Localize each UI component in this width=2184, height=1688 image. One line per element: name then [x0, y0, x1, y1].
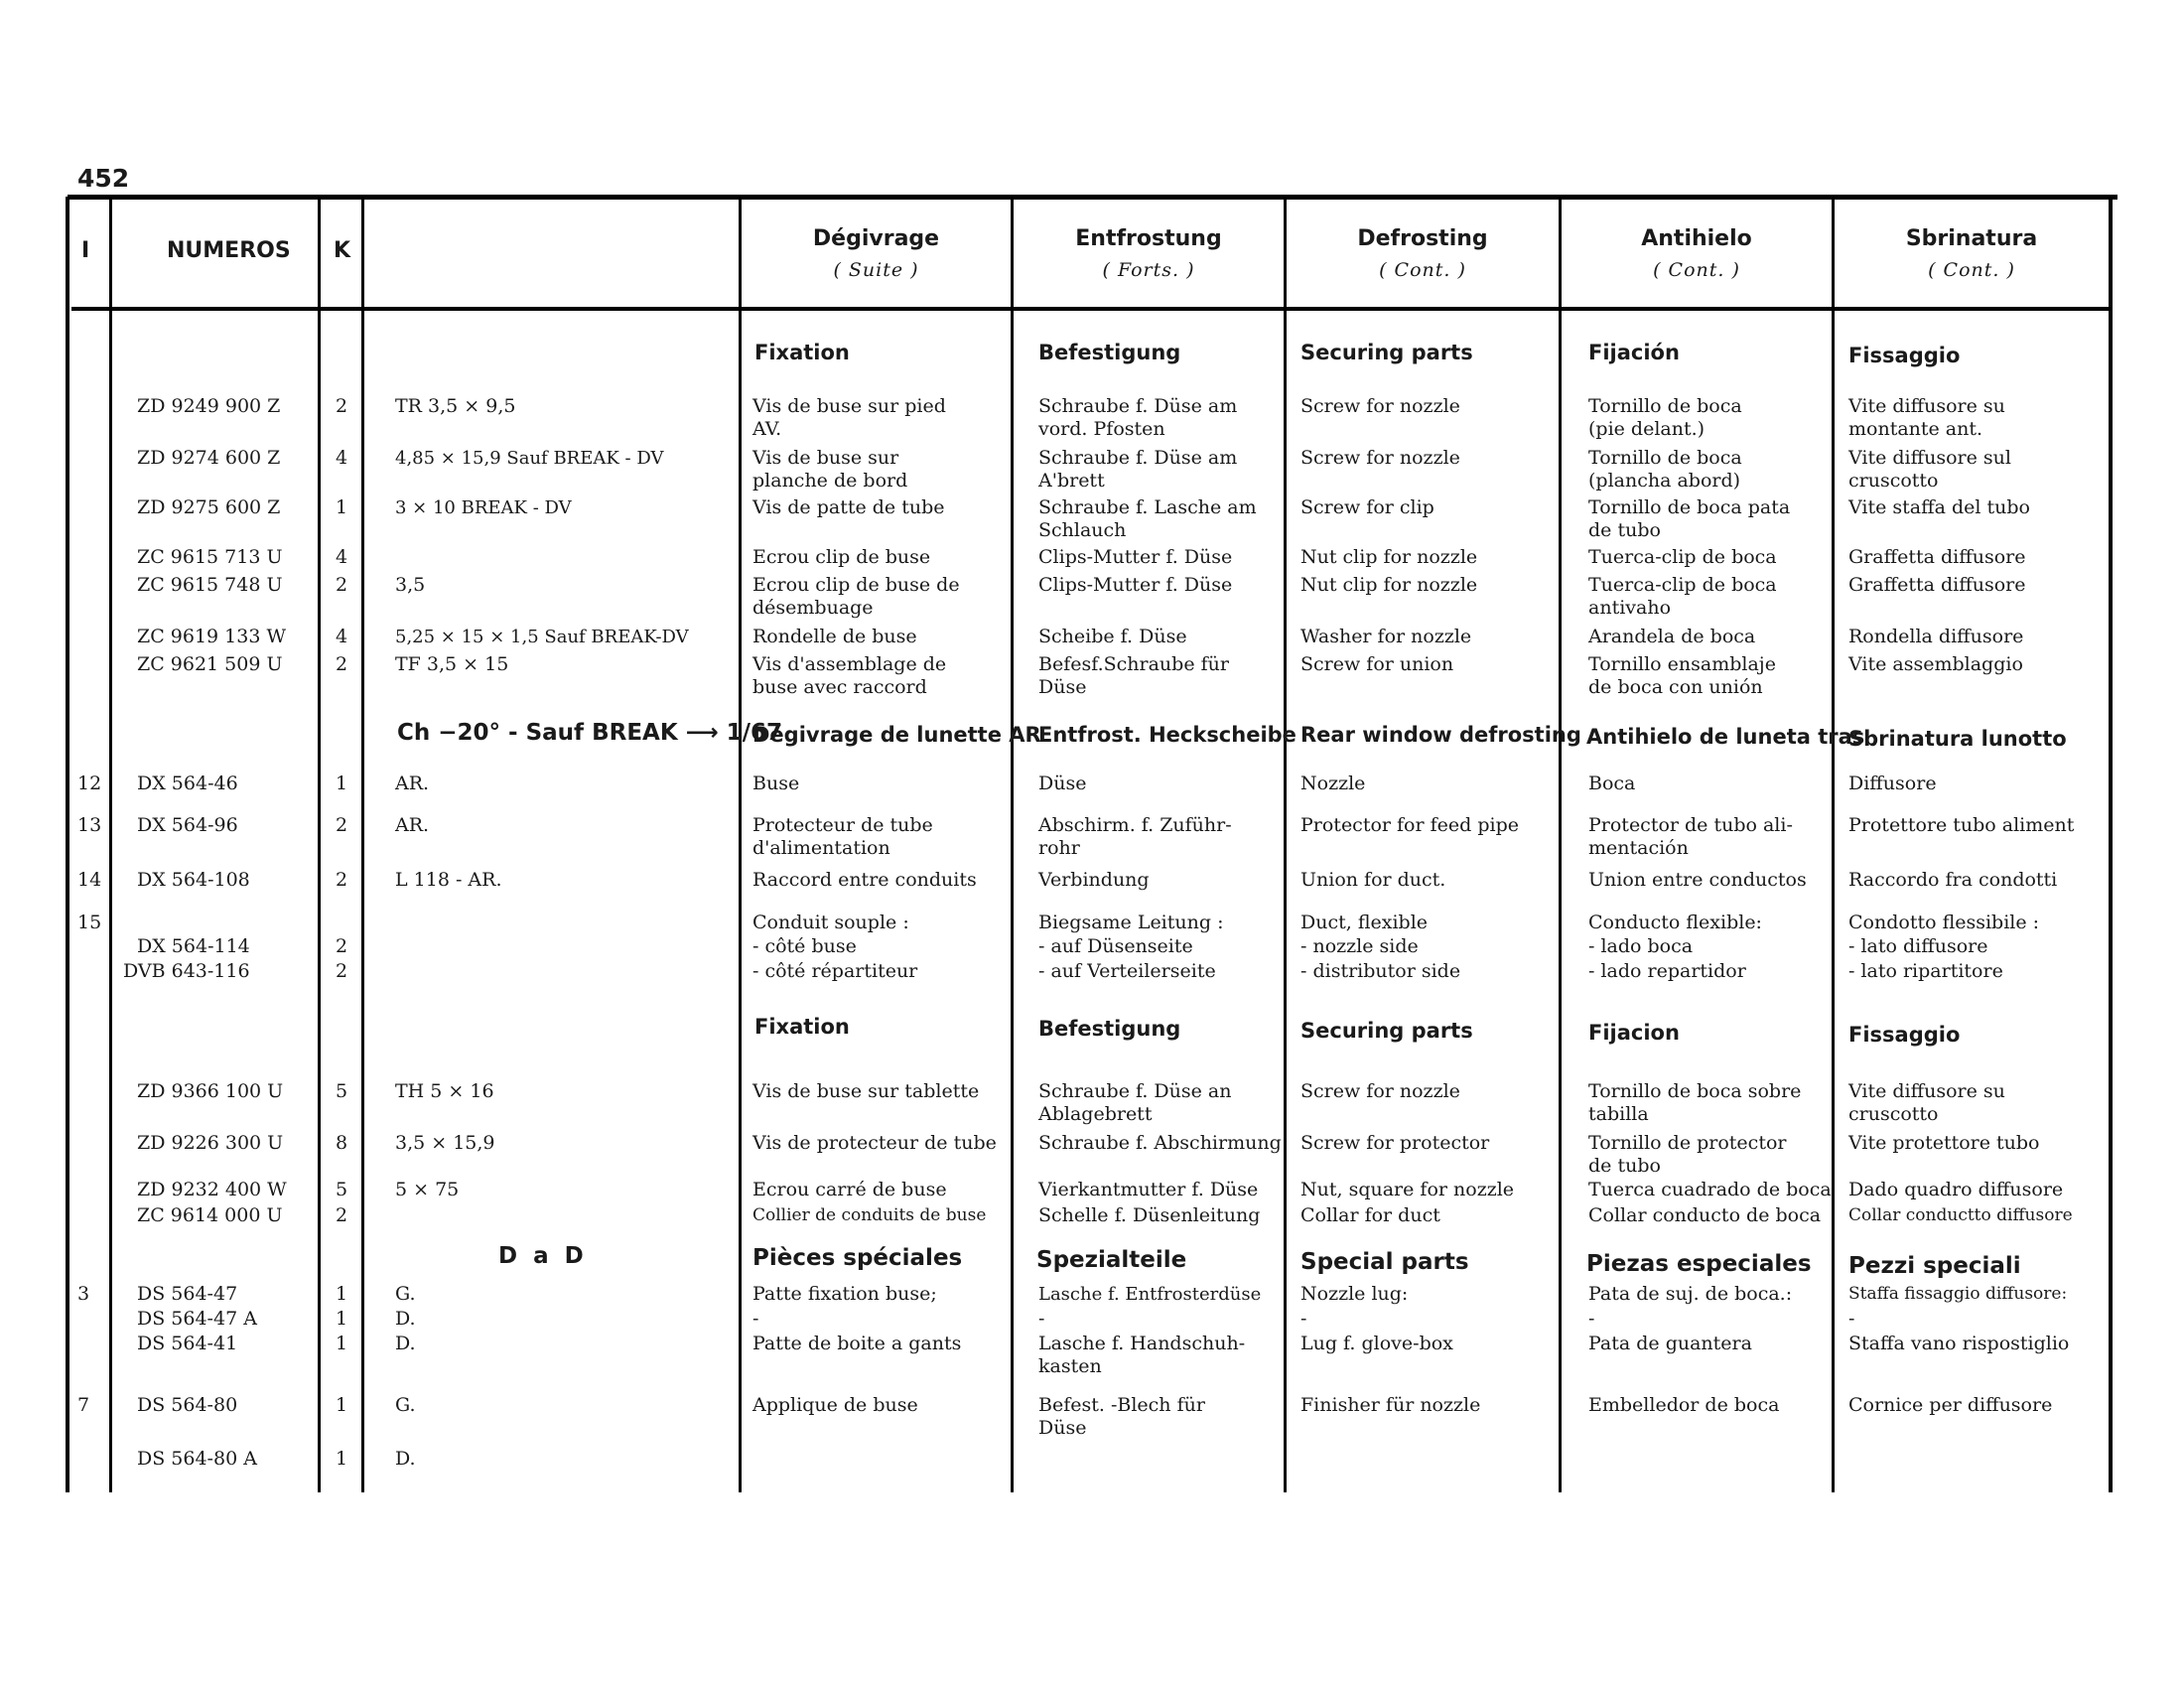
section-fixation-de: Befestigung: [1038, 341, 1181, 364]
row-4-k: 2: [336, 574, 348, 596]
header-it-title: Sbrinatura: [1905, 226, 2038, 251]
row-16-fr: Collier de conduits de buse: [752, 1205, 987, 1225]
header-en-sub: ( Cont. ): [1379, 259, 1466, 281]
row-12-es: - lado repartidor: [1588, 960, 1746, 982]
row-13-fr: Vis de buse sur tablette: [752, 1080, 980, 1102]
row-3-es: Tuerca-clip de boca: [1588, 546, 1777, 568]
row-17-fr: Patte fixation buse;: [752, 1283, 937, 1305]
row-20-spec: G.: [395, 1394, 416, 1416]
row-0-de: Schraube f. Düse am vord. Pfosten: [1038, 395, 1238, 440]
row-8-fr: Protecteur de tube d'alimentation: [752, 814, 933, 859]
row-18-spec: D.: [395, 1308, 416, 1330]
row-11-k: 2: [336, 935, 348, 957]
row-13-it: Vite diffusore su cruscotto: [1848, 1080, 2005, 1125]
row-10-de: Biegsame Leitung :: [1038, 912, 1224, 933]
row-14-en: Screw for protector: [1300, 1132, 1490, 1154]
row-16-es: Collar conducto de boca: [1588, 1204, 1822, 1226]
section-special-de: Spezialteile: [1036, 1247, 1187, 1273]
row-7-i: 12: [77, 773, 102, 794]
row-8-k: 2: [336, 814, 348, 836]
row-1-it: Vite diffusore sul cruscotto: [1848, 447, 2011, 492]
row-5-spec: 5,25 × 15 × 1,5 Sauf BREAK-DV: [395, 627, 689, 647]
row-21-spec: D.: [395, 1448, 416, 1470]
section-rear-en: Rear window defrosting: [1300, 723, 1581, 747]
row-19-es: Pata de guantera: [1588, 1333, 1752, 1354]
row-9-k: 2: [336, 869, 348, 891]
row-6-it: Vite assemblaggio: [1848, 653, 2023, 675]
row-4-de: Clips-Mutter f. Düse: [1038, 574, 1233, 596]
row-20-k: 1: [336, 1394, 348, 1416]
row-8-num: DX 564-96: [137, 814, 238, 836]
row-10-fr: Conduit souple :: [752, 912, 909, 933]
row-19-de: Lasche f. Handschuh- kasten: [1038, 1333, 1246, 1377]
row-19-spec: D.: [395, 1333, 416, 1354]
row-5-num: ZC 9619 133 W: [137, 626, 287, 647]
row-20-fr: Applique de buse: [752, 1394, 918, 1416]
header-de-title: Entfrostung: [1075, 226, 1222, 251]
col-divider-en: [1559, 199, 1562, 1492]
row-0-en: Screw for nozzle: [1300, 395, 1460, 417]
row-19-k: 1: [336, 1333, 348, 1354]
row-1-spec: 4,85 × 15,9 Sauf BREAK - DV: [395, 448, 664, 469]
row-0-fr: Vis de buse sur pied AV.: [752, 395, 946, 440]
row-16-it: Collar conductto diffusore: [1848, 1205, 2073, 1225]
row-2-k: 1: [336, 496, 348, 518]
section-special-es: Piezas especiales: [1586, 1251, 1812, 1277]
section-rear-de: Entfrost. Heckscheibe: [1038, 723, 1297, 747]
row-14-fr: Vis de protecteur de tube: [752, 1132, 997, 1154]
row-1-num: ZD 9274 600 Z: [137, 447, 281, 469]
row-0-k: 2: [336, 395, 348, 417]
section-fixation2-de: Befestigung: [1038, 1017, 1181, 1041]
row-14-es: Tornillo de protector de tubo: [1588, 1132, 1787, 1177]
row-11-fr: - côté buse: [752, 935, 857, 957]
row-9-i: 14: [77, 869, 102, 891]
row-20-i: 7: [77, 1394, 90, 1416]
row-6-spec: TF 3,5 × 15: [395, 653, 509, 675]
row-15-k: 5: [336, 1179, 348, 1200]
row-12-num: DVB 643-116: [123, 960, 250, 982]
row-15-fr: Ecrou carré de buse: [752, 1179, 947, 1200]
row-15-spec: 5 × 75: [395, 1179, 460, 1200]
row-18-num: DS 564-47 A: [137, 1308, 257, 1330]
row-13-spec: TH 5 × 16: [395, 1080, 494, 1102]
row-0-es: Tornillo de boca (pie delant.): [1588, 395, 1742, 440]
left-border: [66, 197, 69, 1492]
row-5-it: Rondella diffusore: [1848, 626, 2024, 647]
section-rear-it: Sbrinatura lunotto: [1848, 727, 2067, 751]
row-17-num: DS 564-47: [137, 1283, 238, 1305]
row-16-en: Collar for duct: [1300, 1204, 1440, 1226]
row-4-en: Nut clip for nozzle: [1300, 574, 1478, 596]
header-divider: [71, 307, 2112, 311]
row-13-es: Tornillo de boca sobre tabilla: [1588, 1080, 1802, 1125]
section-fixation2-es: Fijacion: [1588, 1021, 1680, 1045]
row-15-it: Dado quadro diffusore: [1848, 1179, 2064, 1200]
row-2-es: Tornillo de boca pata de tubo: [1588, 496, 1791, 541]
row-15-en: Nut, square for nozzle: [1300, 1179, 1515, 1200]
col-divider-fr: [1011, 199, 1014, 1492]
row-18-es: -: [1588, 1308, 1595, 1330]
row-20-it: Cornice per diffusore: [1848, 1394, 2053, 1416]
row-1-k: 4: [336, 447, 348, 469]
section-special-it: Pezzi speciali: [1848, 1253, 2021, 1279]
row-16-de: Schelle f. Düsenleitung: [1038, 1204, 1261, 1226]
row-6-num: ZC 9621 509 U: [137, 653, 283, 675]
row-8-de: Abschirm. f. Zuführ- rohr: [1038, 814, 1232, 859]
row-9-num: DX 564-108: [137, 869, 250, 891]
row-12-fr: - côté répartiteur: [752, 960, 918, 982]
section-rear-es: Antihielo de luneta tras: [1586, 725, 1865, 749]
row-1-en: Screw for nozzle: [1300, 447, 1460, 469]
row-0-num: ZD 9249 900 Z: [137, 395, 281, 417]
section-rear-spec: Ch −20° - Sauf BREAK ⟶ 1/67: [397, 720, 783, 746]
row-6-k: 2: [336, 653, 348, 675]
row-4-it: Graffetta diffusore: [1848, 574, 2026, 596]
row-4-spec: 3,5: [395, 574, 426, 596]
row-0-spec: TR 3,5 × 9,5: [395, 395, 516, 417]
row-11-num: DX 564-114: [137, 935, 250, 957]
row-6-en: Screw for union: [1300, 653, 1454, 675]
row-20-es: Embelledor de boca: [1588, 1394, 1780, 1416]
row-3-de: Clips-Mutter f. Düse: [1038, 546, 1233, 568]
row-8-es: Protector de tubo ali- mentación: [1588, 814, 1793, 859]
section-special-en: Special parts: [1300, 1249, 1469, 1275]
section-special-spec: D a D: [498, 1243, 588, 1269]
row-17-en: Nozzle lug:: [1300, 1283, 1409, 1305]
row-16-num: ZC 9614 000 U: [137, 1204, 283, 1226]
row-1-es: Tornillo de boca (plancha abord): [1588, 447, 1742, 492]
row-15-de: Vierkantmutter f. Düse: [1038, 1179, 1259, 1200]
row-17-it: Staffa fissaggio diffusore:: [1848, 1284, 2068, 1304]
row-13-en: Screw for nozzle: [1300, 1080, 1460, 1102]
row-7-fr: Buse: [752, 773, 800, 794]
row-14-it: Vite protettore tubo: [1848, 1132, 2040, 1154]
row-1-de: Schraube f. Düse am A'brett: [1038, 447, 1238, 492]
row-7-num: DX 564-46: [137, 773, 238, 794]
row-12-en: - distributor side: [1300, 960, 1461, 982]
row-21-k: 1: [336, 1448, 348, 1470]
row-18-k: 1: [336, 1308, 348, 1330]
row-2-de: Schraube f. Lasche am Schlauch: [1038, 496, 1257, 541]
row-7-k: 1: [336, 773, 348, 794]
row-3-k: 4: [336, 546, 348, 568]
row-5-es: Arandela de boca: [1588, 626, 1756, 647]
row-18-it: -: [1848, 1308, 1855, 1330]
right-border: [2109, 197, 2113, 1492]
header-fr: [742, 226, 1011, 281]
row-7-spec: AR.: [395, 773, 430, 794]
header-k: K: [334, 238, 351, 263]
row-17-spec: G.: [395, 1283, 416, 1305]
row-18-en: -: [1300, 1308, 1307, 1330]
section-fixation2-en: Securing parts: [1300, 1019, 1473, 1043]
header-es-sub: ( Cont. ): [1653, 259, 1740, 281]
row-13-k: 5: [336, 1080, 348, 1102]
row-13-de: Schraube f. Düse an Ablagebrett: [1038, 1080, 1232, 1125]
row-5-fr: Rondelle de buse: [752, 626, 917, 647]
row-18-de: -: [1038, 1308, 1045, 1330]
section-rear-fr: Dégivrage de lunette AR: [752, 723, 1041, 747]
row-10-en: Duct, flexible: [1300, 912, 1429, 933]
row-15-num: ZD 9232 400 W: [137, 1179, 287, 1200]
row-20-num: DS 564-80: [137, 1394, 238, 1416]
row-10-es: Conducto flexible:: [1588, 912, 1762, 933]
header-it-sub: ( Cont. ): [1928, 259, 2015, 281]
row-2-fr: Vis de patte de tube: [752, 496, 945, 518]
row-3-fr: Ecrou clip de buse: [752, 546, 931, 568]
row-6-de: Befesf.Schraube für Düse: [1038, 653, 1229, 698]
row-17-es: Pata de suj. de boca.:: [1588, 1283, 1793, 1305]
row-11-de: - auf Düsenseite: [1038, 935, 1193, 957]
row-14-spec: 3,5 × 15,9: [395, 1132, 495, 1154]
row-9-fr: Raccord entre conduits: [752, 869, 977, 891]
row-19-fr: Patte de boite a gants: [752, 1333, 962, 1354]
row-1-fr: Vis de buse sur planche de bord: [752, 447, 908, 492]
section-fixation-fr: Fixation: [754, 341, 850, 364]
row-8-spec: AR.: [395, 814, 430, 836]
row-3-it: Graffetta diffusore: [1848, 546, 2026, 568]
row-5-de: Scheibe f. Düse: [1038, 626, 1187, 647]
row-17-de: Lasche f. Entfrosterdüse: [1038, 1284, 1262, 1305]
header-de-sub: ( Forts. ): [1102, 259, 1195, 281]
row-6-es: Tornillo ensamblaje de boca con unión: [1588, 653, 1776, 698]
row-19-it: Staffa vano rispostiglio: [1848, 1333, 2070, 1354]
row-14-num: ZD 9226 300 U: [137, 1132, 284, 1154]
col-divider-es: [1832, 199, 1835, 1492]
row-2-it: Vite staffa del tubo: [1848, 496, 2030, 518]
row-18-fr: -: [752, 1308, 759, 1330]
row-10-it: Condotto flessibile :: [1848, 912, 2040, 933]
row-7-es: Boca: [1588, 773, 1636, 794]
col-divider-numeros: [318, 199, 321, 1492]
row-20-en: Finisher für nozzle: [1300, 1394, 1481, 1416]
header-fr-title: Dégivrage: [812, 226, 940, 251]
row-6-fr: Vis d'assemblage de buse avec raccord: [752, 653, 947, 698]
col-divider-i: [109, 199, 112, 1492]
row-15-es: Tuerca cuadrado de boca: [1588, 1179, 1832, 1200]
row-13-num: ZD 9366 100 U: [137, 1080, 284, 1102]
row-9-en: Union for duct.: [1300, 869, 1446, 891]
row-4-es: Tuerca-clip de boca antivaho: [1588, 574, 1777, 619]
header-i: I: [81, 238, 90, 263]
row-9-spec: L 118 - AR.: [395, 869, 502, 891]
row-21-num: DS 564-80 A: [137, 1448, 257, 1470]
row-2-num: ZD 9275 600 Z: [137, 496, 281, 518]
row-7-it: Diffusore: [1848, 773, 1937, 794]
header-en-title: Defrosting: [1357, 226, 1488, 251]
page-number: 452: [77, 164, 130, 193]
row-3-num: ZC 9615 713 U: [137, 546, 283, 568]
row-19-en: Lug f. glove-box: [1300, 1333, 1453, 1354]
row-12-de: - auf Verteilerseite: [1038, 960, 1216, 982]
section-fixation2-fr: Fixation: [754, 1015, 850, 1039]
row-17-i: 3: [77, 1283, 90, 1305]
row-19-num: DS 564-41: [137, 1333, 238, 1354]
row-2-en: Screw for clip: [1300, 496, 1434, 518]
header-it: [1835, 226, 2109, 281]
row-4-num: ZC 9615 748 U: [137, 574, 283, 596]
row-8-en: Protector for feed pipe: [1300, 814, 1519, 836]
top-border: [68, 195, 2117, 200]
header-numeros: NUMEROS: [167, 238, 291, 263]
row-5-k: 4: [336, 626, 348, 647]
row-14-k: 8: [336, 1132, 348, 1154]
row-7-de: Düse: [1038, 773, 1087, 794]
row-7-en: Nozzle: [1300, 773, 1366, 794]
section-fixation-es: Fijación: [1588, 341, 1680, 364]
section-fixation2-it: Fissaggio: [1848, 1023, 1961, 1047]
row-8-it: Protettore tubo aliment: [1848, 814, 2075, 836]
header-fr-sub: ( Suite ): [833, 259, 919, 281]
row-14-de: Schraube f. Abschirmung: [1038, 1132, 1282, 1154]
header-es: [1562, 226, 1832, 281]
row-9-de: Verbindung: [1038, 869, 1150, 891]
col-divider-de: [1284, 199, 1287, 1492]
row-10-i: 15: [77, 912, 102, 933]
section-fixation-en: Securing parts: [1300, 341, 1473, 364]
header-en: [1287, 226, 1559, 281]
col-divider-spec: [739, 199, 742, 1492]
row-12-it: - lato ripartitore: [1848, 960, 2003, 982]
row-11-es: - lado boca: [1588, 935, 1694, 957]
row-16-k: 2: [336, 1204, 348, 1226]
section-fixation-it: Fissaggio: [1848, 344, 1961, 367]
row-11-en: - nozzle side: [1300, 935, 1419, 957]
header-de: [1014, 226, 1284, 281]
row-4-fr: Ecrou clip de buse de désembuage: [752, 574, 960, 619]
header-es-title: Antihielo: [1641, 226, 1752, 251]
row-9-it: Raccordo fra condotti: [1848, 869, 2058, 891]
row-0-it: Vite diffusore su montante ant.: [1848, 395, 2005, 440]
section-special-fr: Pièces spéciales: [752, 1245, 963, 1271]
col-divider-k: [361, 199, 364, 1492]
row-5-en: Washer for nozzle: [1300, 626, 1472, 647]
row-12-k: 2: [336, 960, 348, 982]
row-20-de: Befest. -Blech für Düse: [1038, 1394, 1205, 1439]
row-17-k: 1: [336, 1283, 348, 1305]
row-2-spec: 3 × 10 BREAK - DV: [395, 497, 572, 518]
row-11-it: - lato diffusore: [1848, 935, 1988, 957]
row-8-i: 13: [77, 814, 102, 836]
row-3-en: Nut clip for nozzle: [1300, 546, 1478, 568]
row-9-es: Union entre conductos: [1588, 869, 1807, 891]
